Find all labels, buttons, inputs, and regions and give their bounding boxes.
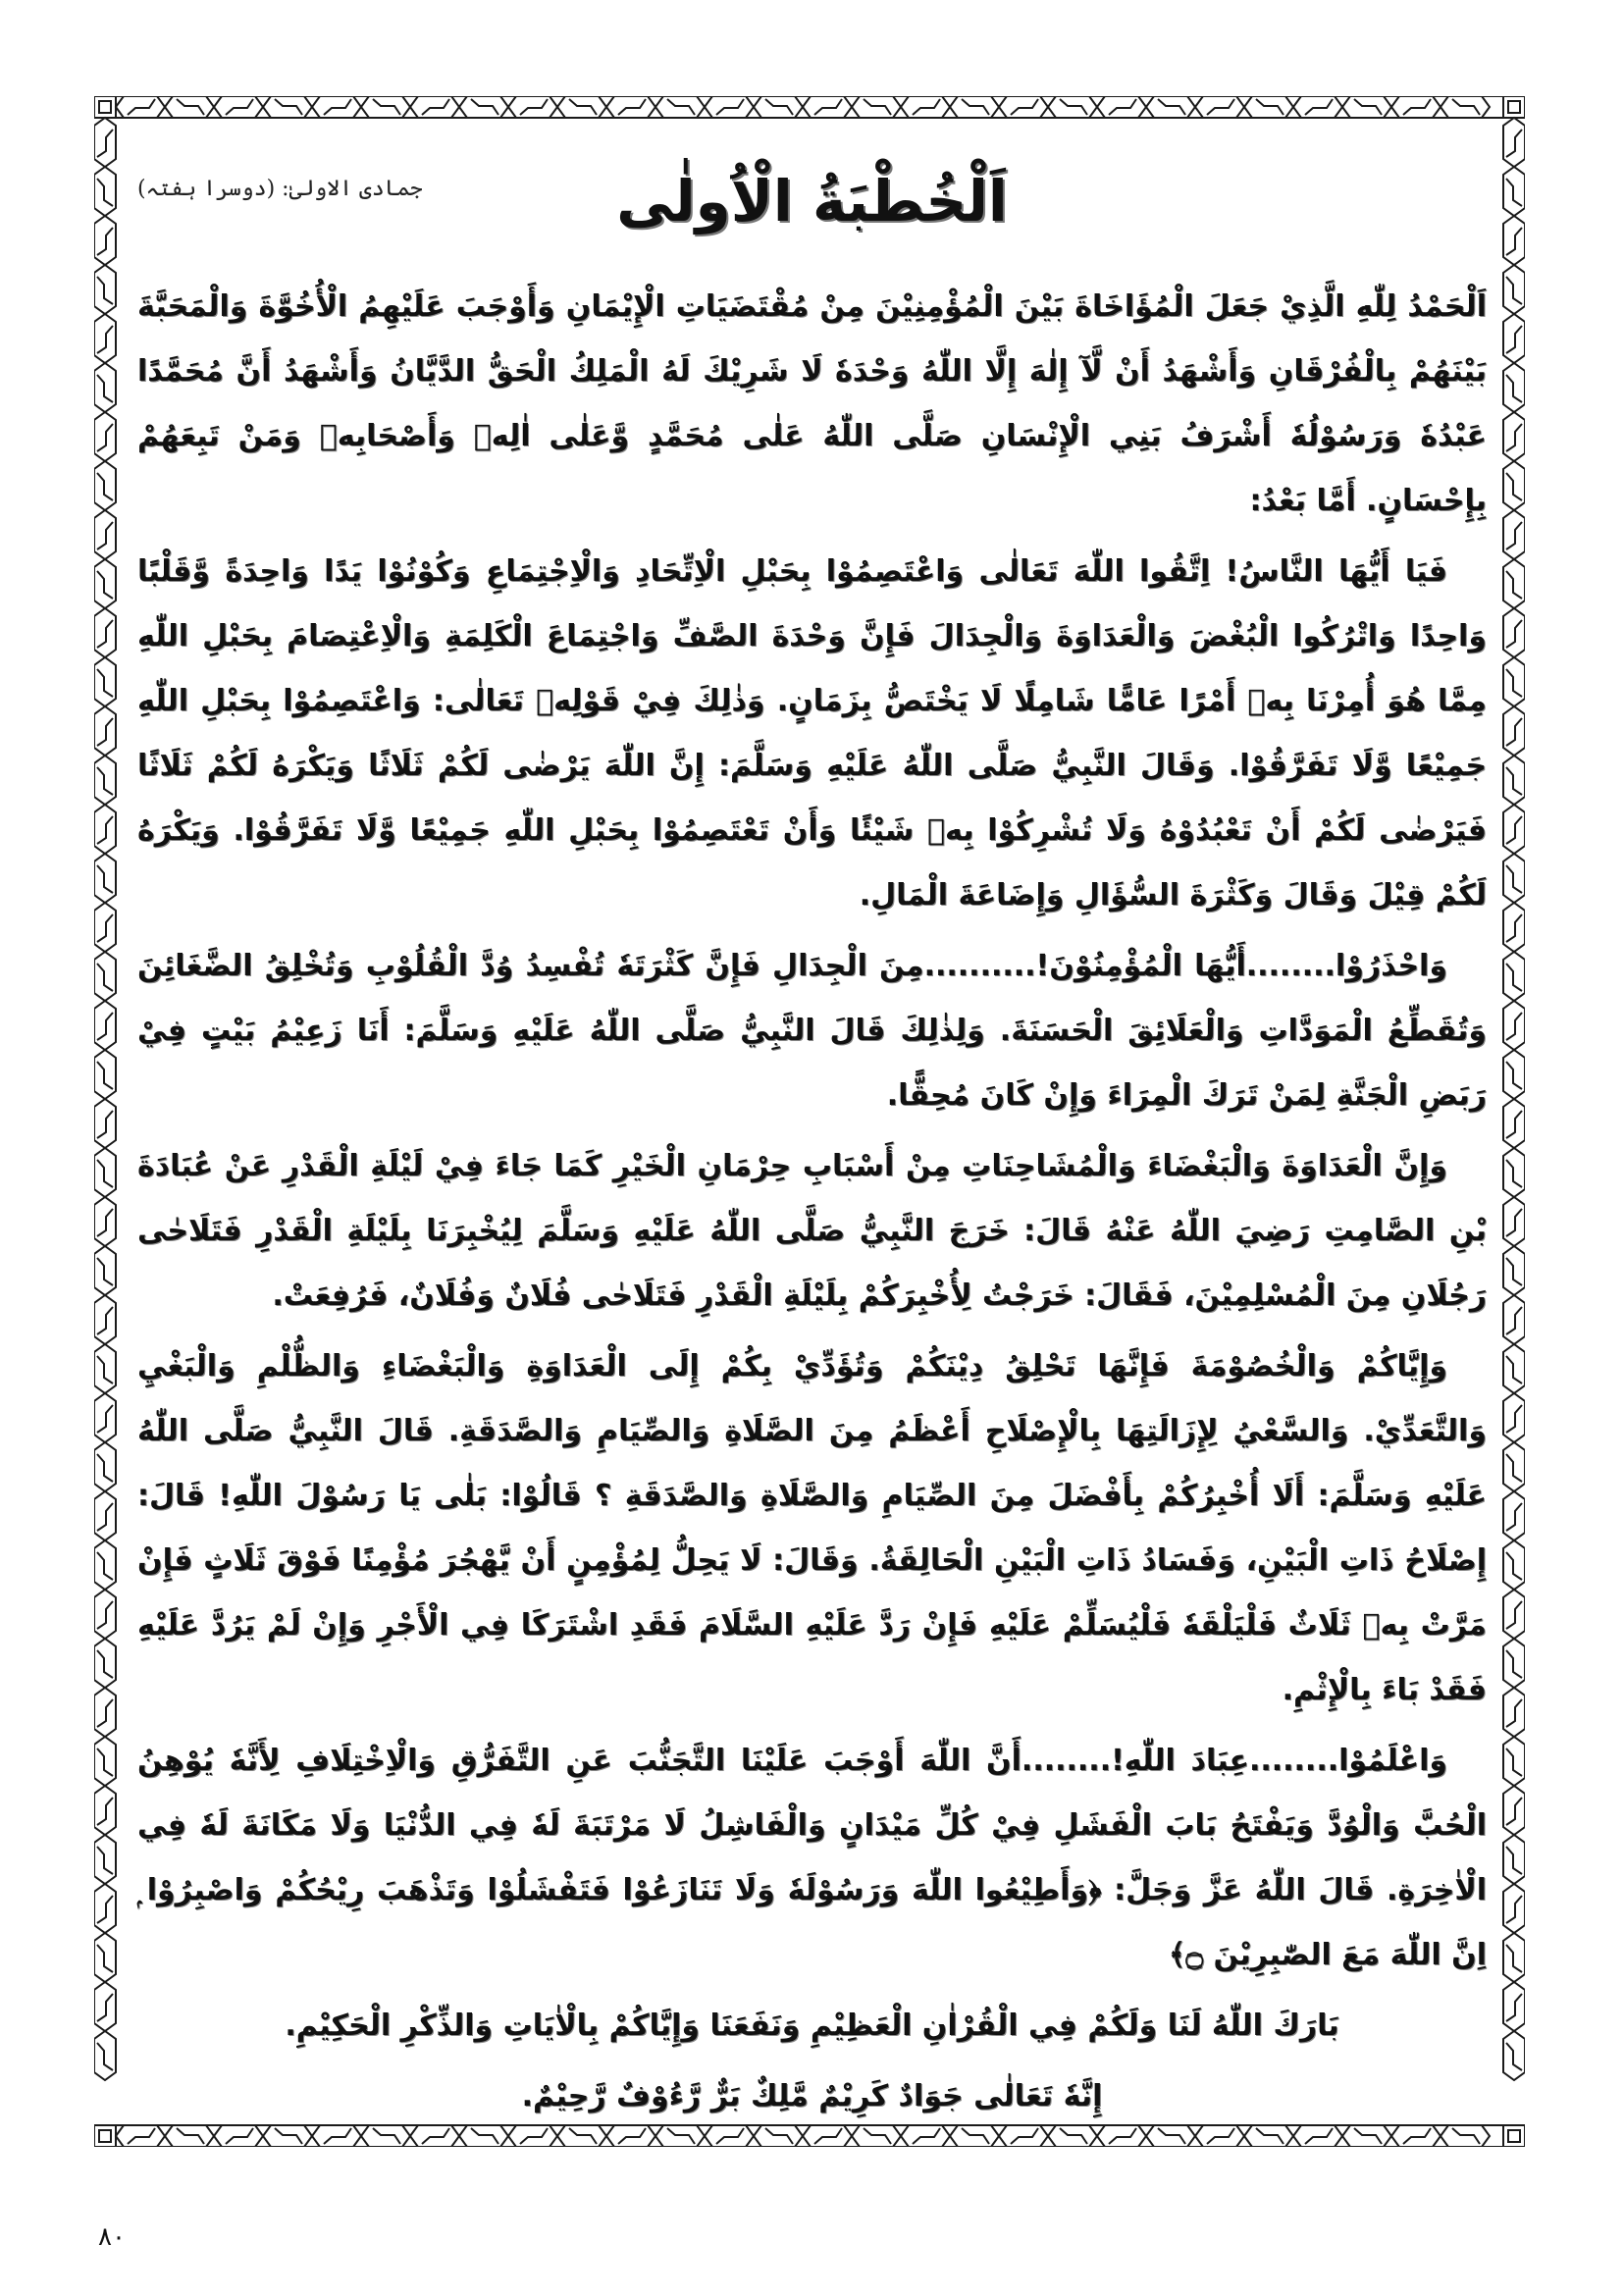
page-number: ٨٠ [98,2222,126,2252]
closing-praise: إِنَّهٗ تَعَالٰى جَوَادٌ كَرِيْمٌ مَّلِكٌ بَرٌّ رَّءُوْفٌ رَّحِيْمٌ. [521,2079,1103,2113]
paragraph-unity: فَيَا أَيُّهَا النَّاسُ! اِتَّقُوا اللّٰهَ تَعَالٰى وَاعْتَصِمُوْا بِحَبْلِ الْاِتِّحَادِ وَالْاِجْتِمَاعِ وَكُوْنُوْا يَدًا وَاحِدَةً وَّقَلْبًا وَاحِدًا وَاتْرُكُوا الْبُغْضَ وَالْعَدَاوَةَ وَالْجِدَالَ فَإِنَّ وَحْدَةَ الصَّفِّ وَاجْتِمَاعَ الْكَلِمَةِ وَالْاِعْتِصَامَ بِحَبْلِ اللّٰهِ مِمَّا هُوَ أُمِرْنَا بِهٖ أَمْرًا عَامًّا شَامِلًا لَا يَخْتَصُّ بِزَمَانٍ. وَذٰلِكَ فِيْ قَوْلِهٖ تَعَالٰى: وَاعْتَصِمُوْا بِحَبْلِ اللّٰهِ جَمِيْعًا وَّلَا تَفَرَّقُوْا. وَقَالَ النَّبِيُّ صَلَّى اللّٰهُ عَلَيْهِ وَسَلَّمَ: إِنَّ اللّٰهَ يَرْضٰى لَكُمْ ثَلَاثًا وَيَكْرَهُ لَكُمْ ثَلَاثًا فَيَرْضٰى لَكُمْ أَنْ تَعْبُدُوْهُ وَلَا تُشْرِكُوْا بِهٖ شَيْئًا وَأَنْ تَعْتَصِمُوْا بِحَبْلِ اللّٰهِ جَمِيْعًا وَّلَا تَفَرَّقُوْا. وَيَكْرَهُ لَكُمْ قِيْلَ وَقَالَ وَكَثْرَةَ السُّؤَالِ وَإِضَاعَةَ الْمَالِ. [137,554,1487,913]
paragraph-opening: اَلْحَمْدُ لِلّٰهِ الَّذِيْ جَعَلَ الْمُؤَاخَاةَ بَيْنَ الْمُؤْمِنِيْنَ مِنْ مُقْتَضَيَاتِ الْإِيْمَانِ وَأَوْجَبَ عَلَيْهِمُ الْأُخُوَّةَ وَالْمَحَبَّةَ بَيْنَهُمْ بِالْفُرْقَانِ وَأَشْهَدُ أَنْ لَّآ إِلٰهَ إِلَّا اللّٰهُ وَحْدَهٗ لَا شَرِيْكَ لَهُ الْمَلِكُ الْحَقُّ الدَّيَّانُ وَأَشْهَدُ أَنَّ مُحَمَّدًا عَبْدُهٗ وَرَسُوْلُهٗ أَشْرَفُ بَنِي الْإِنْسَانِ صَلَّى اللّٰهُ عَلٰى مُحَمَّدٍ وَّعَلٰى اٰلِهٖ وَأَصْحَابِهٖ وَمَنْ تَبِعَهُمْ بِإِحْسَانٍ. أَمَّا بَعْدُ: [137,289,1487,518]
page-title: اَلْخُطْبَةُ الْاُولٰى [616,168,1008,235]
paragraph-dispute: وَإِيَّاكُمْ وَالْخُصُوْمَةَ فَإِنَّهَا تَحْلِقُ دِيْنَكُمْ وَتُؤَدِّيْ بِكُمْ إِلَى الْعَدَاوَةِ وَالْبَغْضَاءِ وَالظُّلْمِ وَالْبَغْيِ وَالتَّعَدِّيْ. وَالسَّعْيُ لِإِزَالَتِهَا بِالْإِصْلَاحِ أَعْظَمُ مِنَ الصَّلَاةِ وَالصِّيَامِ وَالصَّدَقَةِ. قَالَ النَّبِيُّ صَلَّى اللّٰهُ عَلَيْهِ وَسَلَّمَ: أَلَا أُخْبِرُكُمْ بِأَفْضَلَ مِنَ الصِّيَامِ وَالصَّلَاةِ وَالصَّدَقَةِ ؟ قَالُوْا: بَلٰى يَا رَسُوْلَ اللّٰهِ! قَالَ: إِصْلَاحُ ذَاتِ الْبَيْنِ، وَفَسَادُ ذَاتِ الْبَيْنِ الْحَالِقَةُ. وَقَالَ: لَا يَحِلُّ لِمُؤْمِنٍ أَنْ يَّهْجُرَ مُؤْمِنًا فَوْقَ ثَلَاثٍ فَإِنْ مَرَّتْ بِهٖ ثَلَاثٌ فَلْيَلْقَهٗ فَلْيُسَلِّمْ عَلَيْهِ فَإِنْ رَدَّ عَلَيْهِ السَّلَامَ فَقَدِ اشْتَرَكَا فِي الْأَجْرِ وَإِنْ لَمْ يَرُدَّ عَلَيْهِ فَقَدْ بَاءَ بِالْإِثْمِ. [137,1349,1487,1707]
header-row [137,147,1487,275]
date-subtitle: جمادی الاولیٰ: (دوسرا ہفتہ) [137,177,423,201]
paragraph-division: وَاعْلَمُوْا........عِبَادَ اللّٰهِ!........أَنَّ اللّٰهَ أَوْجَبَ عَلَيْنَا التَّجَنُّبَ عَنِ التَّفَرُّقِ وَالْاِخْتِلَافِ لِأَنَّهٗ يُوْهِنُ الْحُبَّ وَالْوُدَّ وَيَفْتَحُ بَابَ الْفَشَلِ فِيْ كُلِّ مَيْدَانٍ وَالْفَاشِلُ لَا مَرْتَبَةَ لَهٗ فِي الدُّنْيَا وَلَا مَكَانَةَ لَهٗ فِي الْاٰخِرَةِ. قَالَ اللّٰهُ عَزَّ وَجَلَّ: ﴿وَأَطِيْعُوا اللّٰهَ وَرَسُوْلَهٗ وَلَا تَنَازَعُوْا فَتَفْشَلُوْا وَتَذْهَبَ رِيْحُكُمْ وَاصْبِرُوْا ۭ اِنَّ اللّٰهَ مَعَ الصّٰبِرِيْنَ ۝﴾ [137,1744,1487,1972]
closing-blessing: بَارَكَ اللّٰهُ لَنَا وَلَكُمْ فِي الْقُرْاٰنِ الْعَظِيْمِ وَنَفَعَنَا وَإِيَّاكُمْ بِالْاٰيَاتِ وَالذِّكْرِ الْحَكِيْمِ. [285,2009,1339,2043]
paragraph-enmity: وَإِنَّ الْعَدَاوَةَ وَالْبَغْضَاءَ وَالْمُشَاحِنَاتِ مِنْ أَسْبَابِ حِرْمَانِ الْخَيْرِ كَمَا جَاءَ فِيْ لَيْلَةِ الْقَدْرِ عَنْ عُبَادَةَ بْنِ الصَّامِتِ رَضِيَ اللّٰهُ عَنْهُ قَالَ: خَرَجَ النَّبِيُّ صَلَّى اللّٰهُ عَلَيْهِ وَسَلَّمَ لِيُخْبِرَنَا بِلَيْلَةِ الْقَدْرِ فَتَلَاحٰى رَجُلَانِ مِنَ الْمُسْلِمِيْنَ، فَقَالَ: خَرَجْتُ لِأُخْبِرَكُمْ بِلَيْلَةِ الْقَدْرِ فَتَلَاحٰى فُلَانٌ وَفُلَانٌ، فَرُفِعَتْ. [137,1149,1487,1313]
paragraph-argument: وَاحْذَرُوْا........أَيُّهَا الْمُؤْمِنُوْنَ!..........مِنَ الْجِدَالِ فَإِنَّ كَثْرَتَهٗ تُفْسِدُ وُدَّ الْقُلُوْبِ وَتُخْلِقُ الضَّغَائِنَ وَتُقَطِّعُ الْمَوَدَّاتِ وَالْعَلَائِقَ الْحَسَنَةَ. وَلِذٰلِكَ قَالَ النَّبِيُّ صَلَّى اللّٰهُ عَلَيْهِ وَسَلَّمَ: أَنَا زَعِيْمُ بَيْتٍ فِيْ رَبَضِ الْجَنَّةِ لِمَنْ تَرَكَ الْمِرَاءَ وَإِنْ كَانَ مُحِقًّا. [137,949,1487,1113]
sermon-content [137,147,1487,2124]
